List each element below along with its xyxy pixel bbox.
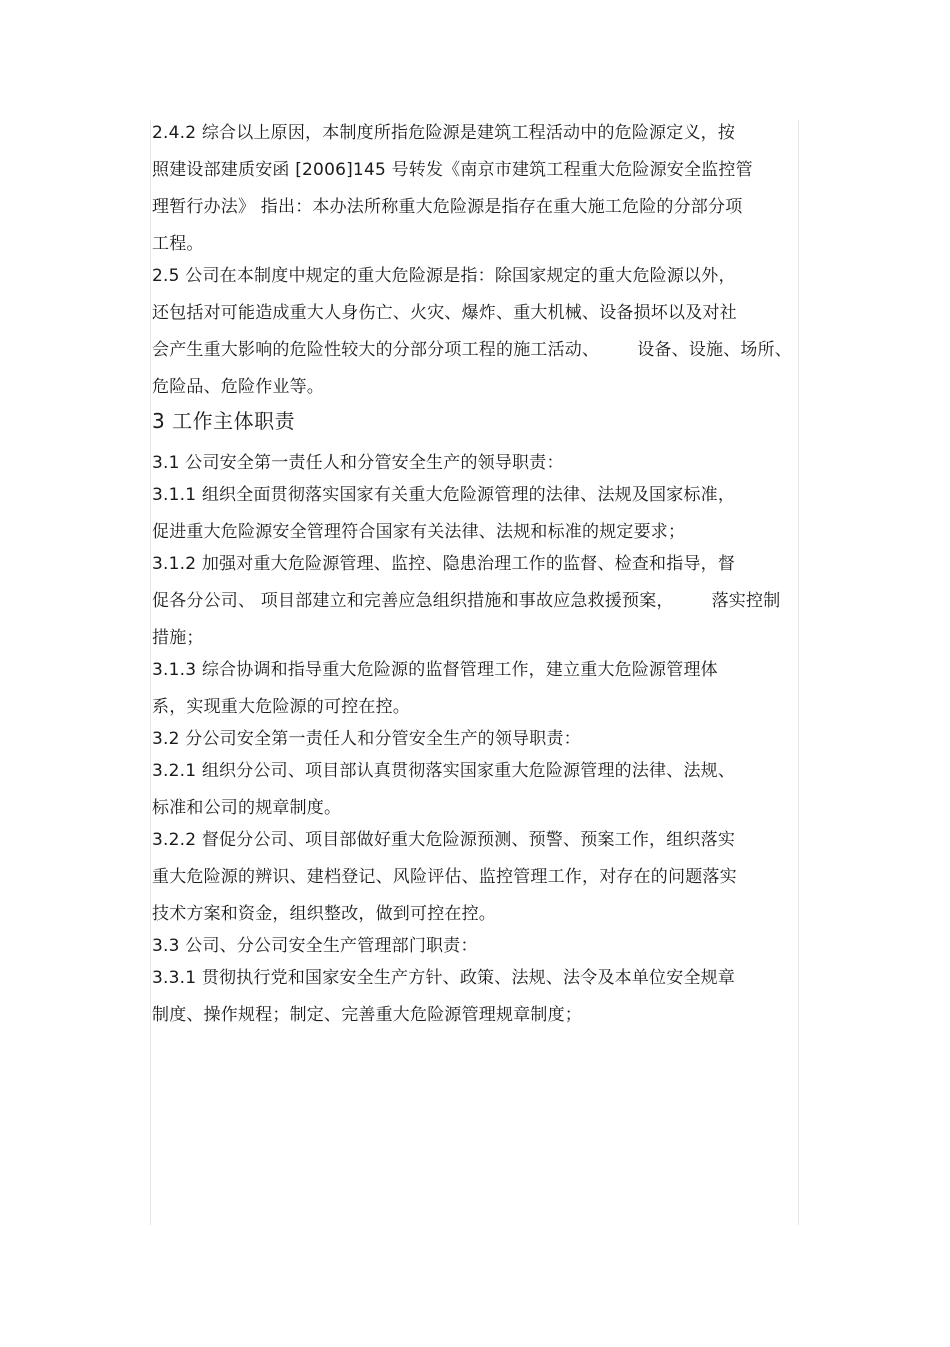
text-line: 3.1.3 综合协调和指导重大危险源的监督管理工作，建立重大危险源管理体 — [152, 660, 718, 680]
text-line: 技术方案和资金，组织整改，做到可控在控。 — [152, 904, 496, 924]
text-line: 3.1.2 加强对重大危险源管理、监控、隐患治理工作的监督、检查和指导，督 — [152, 554, 736, 574]
paragraph-3-1-1 — [152, 486, 802, 541]
text-line-split — [152, 592, 802, 610]
text-line: 3.3.1 贯彻执行党和国家安全生产方针、政策、法规、法令及本单位安全规章 — [152, 968, 736, 988]
text-line: 2.4.2 综合以上原因，本制度所指危险源是建筑工程活动中的危险源定义，按 — [152, 123, 736, 143]
paragraph-3-1-2 — [152, 555, 802, 647]
paragraph-3-2 — [152, 730, 802, 748]
document-body — [152, 124, 802, 1038]
text-line: 3.1 公司安全第一责任人和分管安全生产的领导职责： — [152, 453, 564, 473]
text-segment: 会产生重大影响的危险性较大的分部分项工程的施工活动、 — [152, 340, 600, 360]
text-line: 3.3 公司、分公司安全生产管理部门职责： — [152, 936, 478, 956]
text-line: 重大危险源的辨识、建档登记、风险评估、监控管理工作，对存在的问题落实 — [152, 867, 737, 887]
paragraph-3-2-2 — [152, 831, 802, 923]
paragraph-2-5 — [152, 267, 802, 396]
text-line-split — [152, 341, 802, 359]
text-line: 标准和公司的规章制度。 — [152, 798, 342, 818]
paragraph-3-3-1 — [152, 969, 802, 1024]
text-line: 理暂行办法》 指出：本办法所称重大危险源是指存在重大施工危险的分部分项 — [152, 197, 743, 217]
text-line: 工程。 — [152, 234, 204, 254]
text-line: 还包括对可能造成重大人身伤亡、火灾、爆炸、重大机械、设备损坏以及对社 — [152, 303, 737, 323]
left-margin-rule — [150, 120, 151, 1225]
text-line: 3.1.1 组织全面贯彻落实国家有关重大危险源管理的法律、法规及国家标准， — [152, 485, 736, 505]
text-line: 危险品、危险作业等。 — [152, 377, 324, 397]
paragraph-2-4-2 — [152, 124, 802, 253]
paragraph-3-3 — [152, 937, 802, 955]
text-line: 制度、操作规程；制定、完善重大危险源管理规章制度； — [152, 1005, 582, 1025]
section-heading: 3 工作主体职责 — [152, 409, 296, 433]
text-segment: 促各分公司、 项目部建立和完善应急组织措施和事故应急救援预案， — [152, 591, 674, 611]
text-segment: 设备、设施、场所、 — [637, 340, 793, 360]
text-line: 3.2 分公司安全第一责任人和分管安全生产的领导职责： — [152, 729, 581, 749]
text-segment: 落实控制 — [711, 591, 781, 611]
paragraph-3-2-1 — [152, 762, 802, 817]
paragraph-3-1 — [152, 454, 802, 472]
text-line: 2.5 公司在本制度中规定的重大危险源是指：除国家规定的重大危险源以外， — [152, 266, 736, 286]
text-line: 3.2.2 督促分公司、项目部做好重大危险源预测、预警、预案工作，组织落实 — [152, 830, 736, 850]
text-line: 促进重大危险源安全管理符合国家有关法律、法规和标准的规定要求； — [152, 522, 686, 542]
paragraph-3-1-3 — [152, 661, 802, 716]
text-line: 3.2.1 组织分公司、项目部认真贯彻落实国家重大危险源管理的法律、法规、 — [152, 761, 736, 781]
text-line: 系，实现重大危险源的可控在控。 — [152, 697, 410, 717]
text-line: 照建设部建质安函 [2006]145 号转发《南京市建筑工程重大危险源安全监控管 — [152, 160, 753, 180]
text-line: 措施； — [152, 628, 204, 648]
